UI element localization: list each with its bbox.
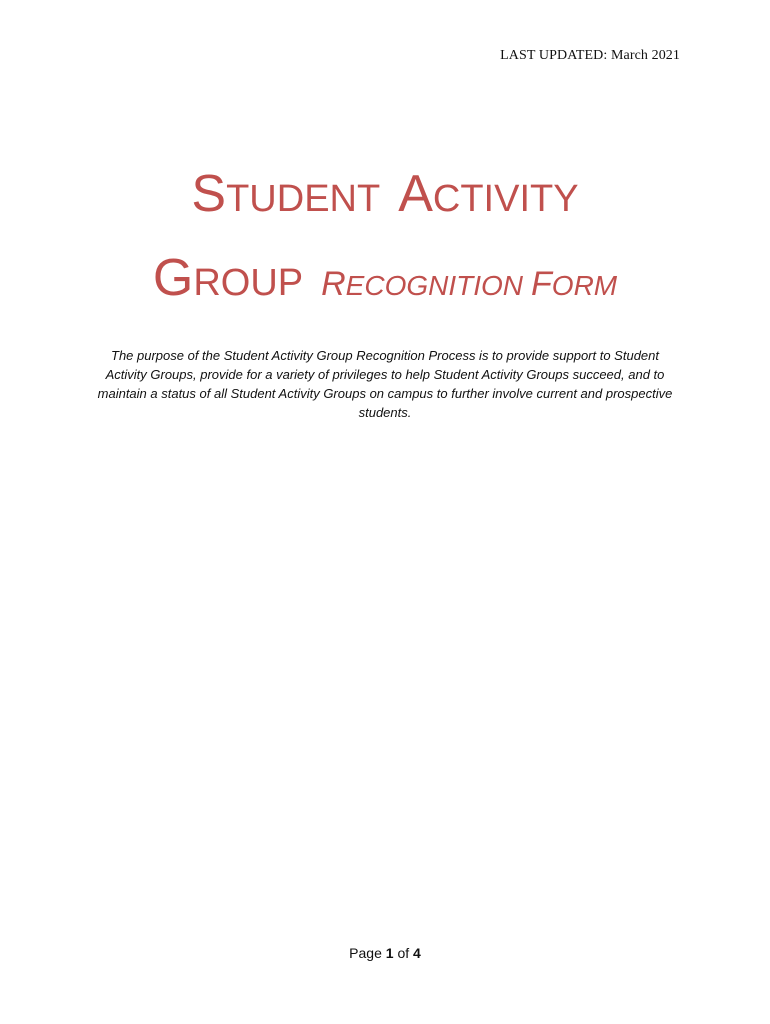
title-word-group: ROUP [193,262,304,304]
title-word-form: ORM [551,270,618,301]
title-initial-r: R [321,265,346,303]
title-initial-f: F [531,265,552,303]
page-word: Page [349,945,382,961]
page-number-footer [0,945,770,961]
of-word: of [397,945,410,961]
current-page-number: 1 [385,945,394,961]
title-initial-s: S [191,165,227,223]
total-pages-number: 4 [413,945,421,961]
title-word-activity: CTIVITY [432,178,579,220]
purpose-paragraph: The purpose of the Student Activity Group Recognition Process is to provide support to Student Activity Groups, provide for a variety of privileges to help Student Activity Groups succeed, and to maintain a status of all Student Activity Groups on campus to further involve current and prospective students. [97,348,673,420]
title-word-recognition: ECOGNITION [345,270,524,301]
title-initial-a: A [398,165,433,223]
title-line-2 [0,249,770,307]
last-updated-text: LAST UPDATED: March 2021 [500,48,680,63]
title-initial-g: G [152,249,194,307]
title-word-student: TUDENT [226,178,381,220]
title-line-1 [0,165,770,223]
